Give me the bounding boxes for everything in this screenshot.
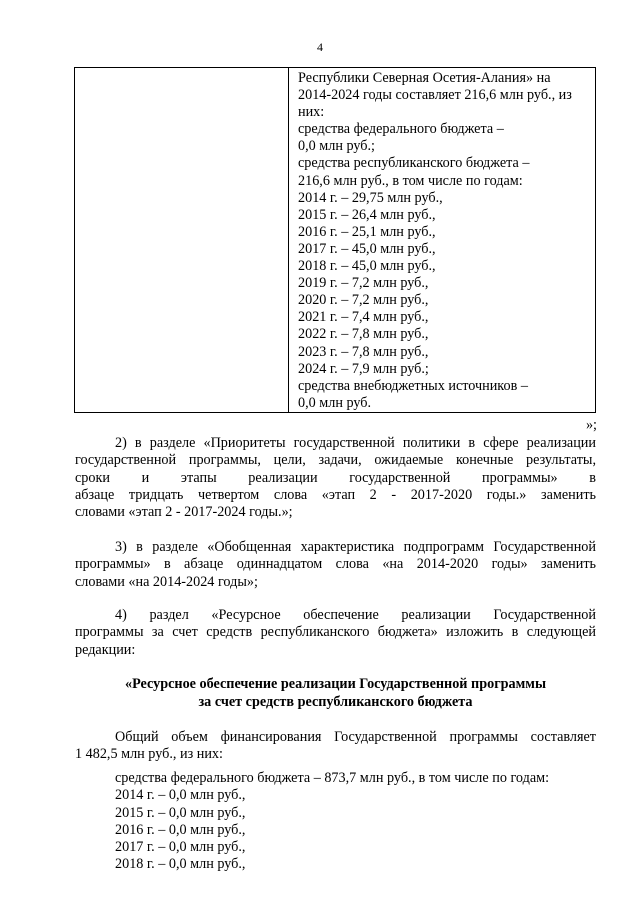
table-line: 2014-2024 годы составляет 216,6 млн руб., из <box>298 87 572 104</box>
paragraph-line: словами «на 2014-2024 годы»; <box>75 573 258 590</box>
table-line: 2018 г. – 45,0 млн руб., <box>298 258 436 275</box>
table-line: 2017 г. – 45,0 млн руб., <box>298 240 436 257</box>
table-line: 0,0 млн руб.; <box>298 138 375 155</box>
table-line: 2019 г. – 7,2 млн руб., <box>298 275 429 292</box>
section-title <box>75 676 596 711</box>
paragraph-line: абзаце тридцать четвертом слова «этап 2 - 2017-2020 годы.» заменить <box>75 486 596 503</box>
funding-table <box>74 67 596 413</box>
paragraph-line: 4) раздел «Ресурсное обеспечение реализации Государственной <box>115 607 596 623</box>
paragraph-line: программы за счет средств республиканского бюджета» изложить в следующей <box>75 624 596 641</box>
table-line: 2021 г. – 7,4 млн руб., <box>298 309 429 326</box>
table-line: средства федерального бюджета – <box>298 121 504 138</box>
table-line: них: <box>298 104 325 121</box>
table-line: 2024 г. – 7,9 млн руб.; <box>298 360 429 377</box>
paragraph-item-4 <box>75 607 596 659</box>
table-line: 0,0 млн руб. <box>298 394 372 411</box>
paragraph-line: 1 482,5 млн руб., из них: <box>75 746 223 763</box>
paragraph-line: государственной программы, цели, задачи, ожидаемые конечные результаты, <box>75 452 596 469</box>
table-line: средства внебюджетных источников – <box>298 377 528 394</box>
paragraph-line: 2018 г. – 0,0 млн руб., <box>115 856 246 873</box>
table-line: 216,6 млн руб., в том числе по годам: <box>298 172 523 189</box>
paragraph-line: 3) в разделе «Обобщенная характеристика подпрограмм Государственной <box>115 539 596 555</box>
table-right-cell <box>298 70 590 412</box>
paragraph-line: программы» в абзаце одиннадцатом слова «на 2014-2020 годы» заменить <box>75 556 596 573</box>
table-closing-mark: »; <box>585 417 597 433</box>
paragraph-line: сроки и этапы реализации государственной программы» в <box>75 469 596 486</box>
section-summary <box>75 729 596 764</box>
table-left-cell <box>75 68 289 412</box>
section-title-line: «Ресурсное обеспечение реализации Государственной программы <box>124 676 547 692</box>
paragraph-line: средства федерального бюджета – 873,7 млн руб., в том числе по годам: <box>115 770 550 786</box>
table-line: 2014 г. – 29,75 млн руб., <box>298 189 443 206</box>
table-line: Республики Северная Осетия-Алания» на <box>298 70 551 86</box>
paragraph-line: 2) в разделе «Приоритеты государственной политики в сфере реализации <box>115 435 596 451</box>
table-line: 2015 г. – 26,4 млн руб., <box>298 206 436 223</box>
table-line: 2020 г. – 7,2 млн руб., <box>298 292 429 309</box>
federal-funding-by-year <box>115 770 595 874</box>
page-number: 4 <box>317 40 323 54</box>
paragraph-line: 2016 г. – 0,0 млн руб., <box>115 821 246 838</box>
paragraph-line: словами «этап 2 - 2017-2024 годы.»; <box>75 504 293 521</box>
paragraph-item-2 <box>75 435 596 521</box>
paragraph-line: 2015 г. – 0,0 млн руб., <box>115 804 246 821</box>
paragraph-item-3 <box>75 539 596 591</box>
table-line: 2022 г. – 7,8 млн руб., <box>298 326 429 343</box>
table-line: средства республиканского бюджета – <box>298 155 530 172</box>
section-title-line: за счет средств республиканского бюджета <box>198 693 473 710</box>
paragraph-line: Общий объем финансирования Государственной программы составляет <box>115 729 596 745</box>
paragraph-line: 2017 г. – 0,0 млн руб., <box>115 839 246 856</box>
paragraph-line: 2014 г. – 0,0 млн руб., <box>115 787 246 804</box>
paragraph-line: редакции: <box>75 641 136 658</box>
table-line: 2023 г. – 7,8 млн руб., <box>298 343 429 360</box>
table-line: 2016 г. – 25,1 млн руб., <box>298 223 436 240</box>
